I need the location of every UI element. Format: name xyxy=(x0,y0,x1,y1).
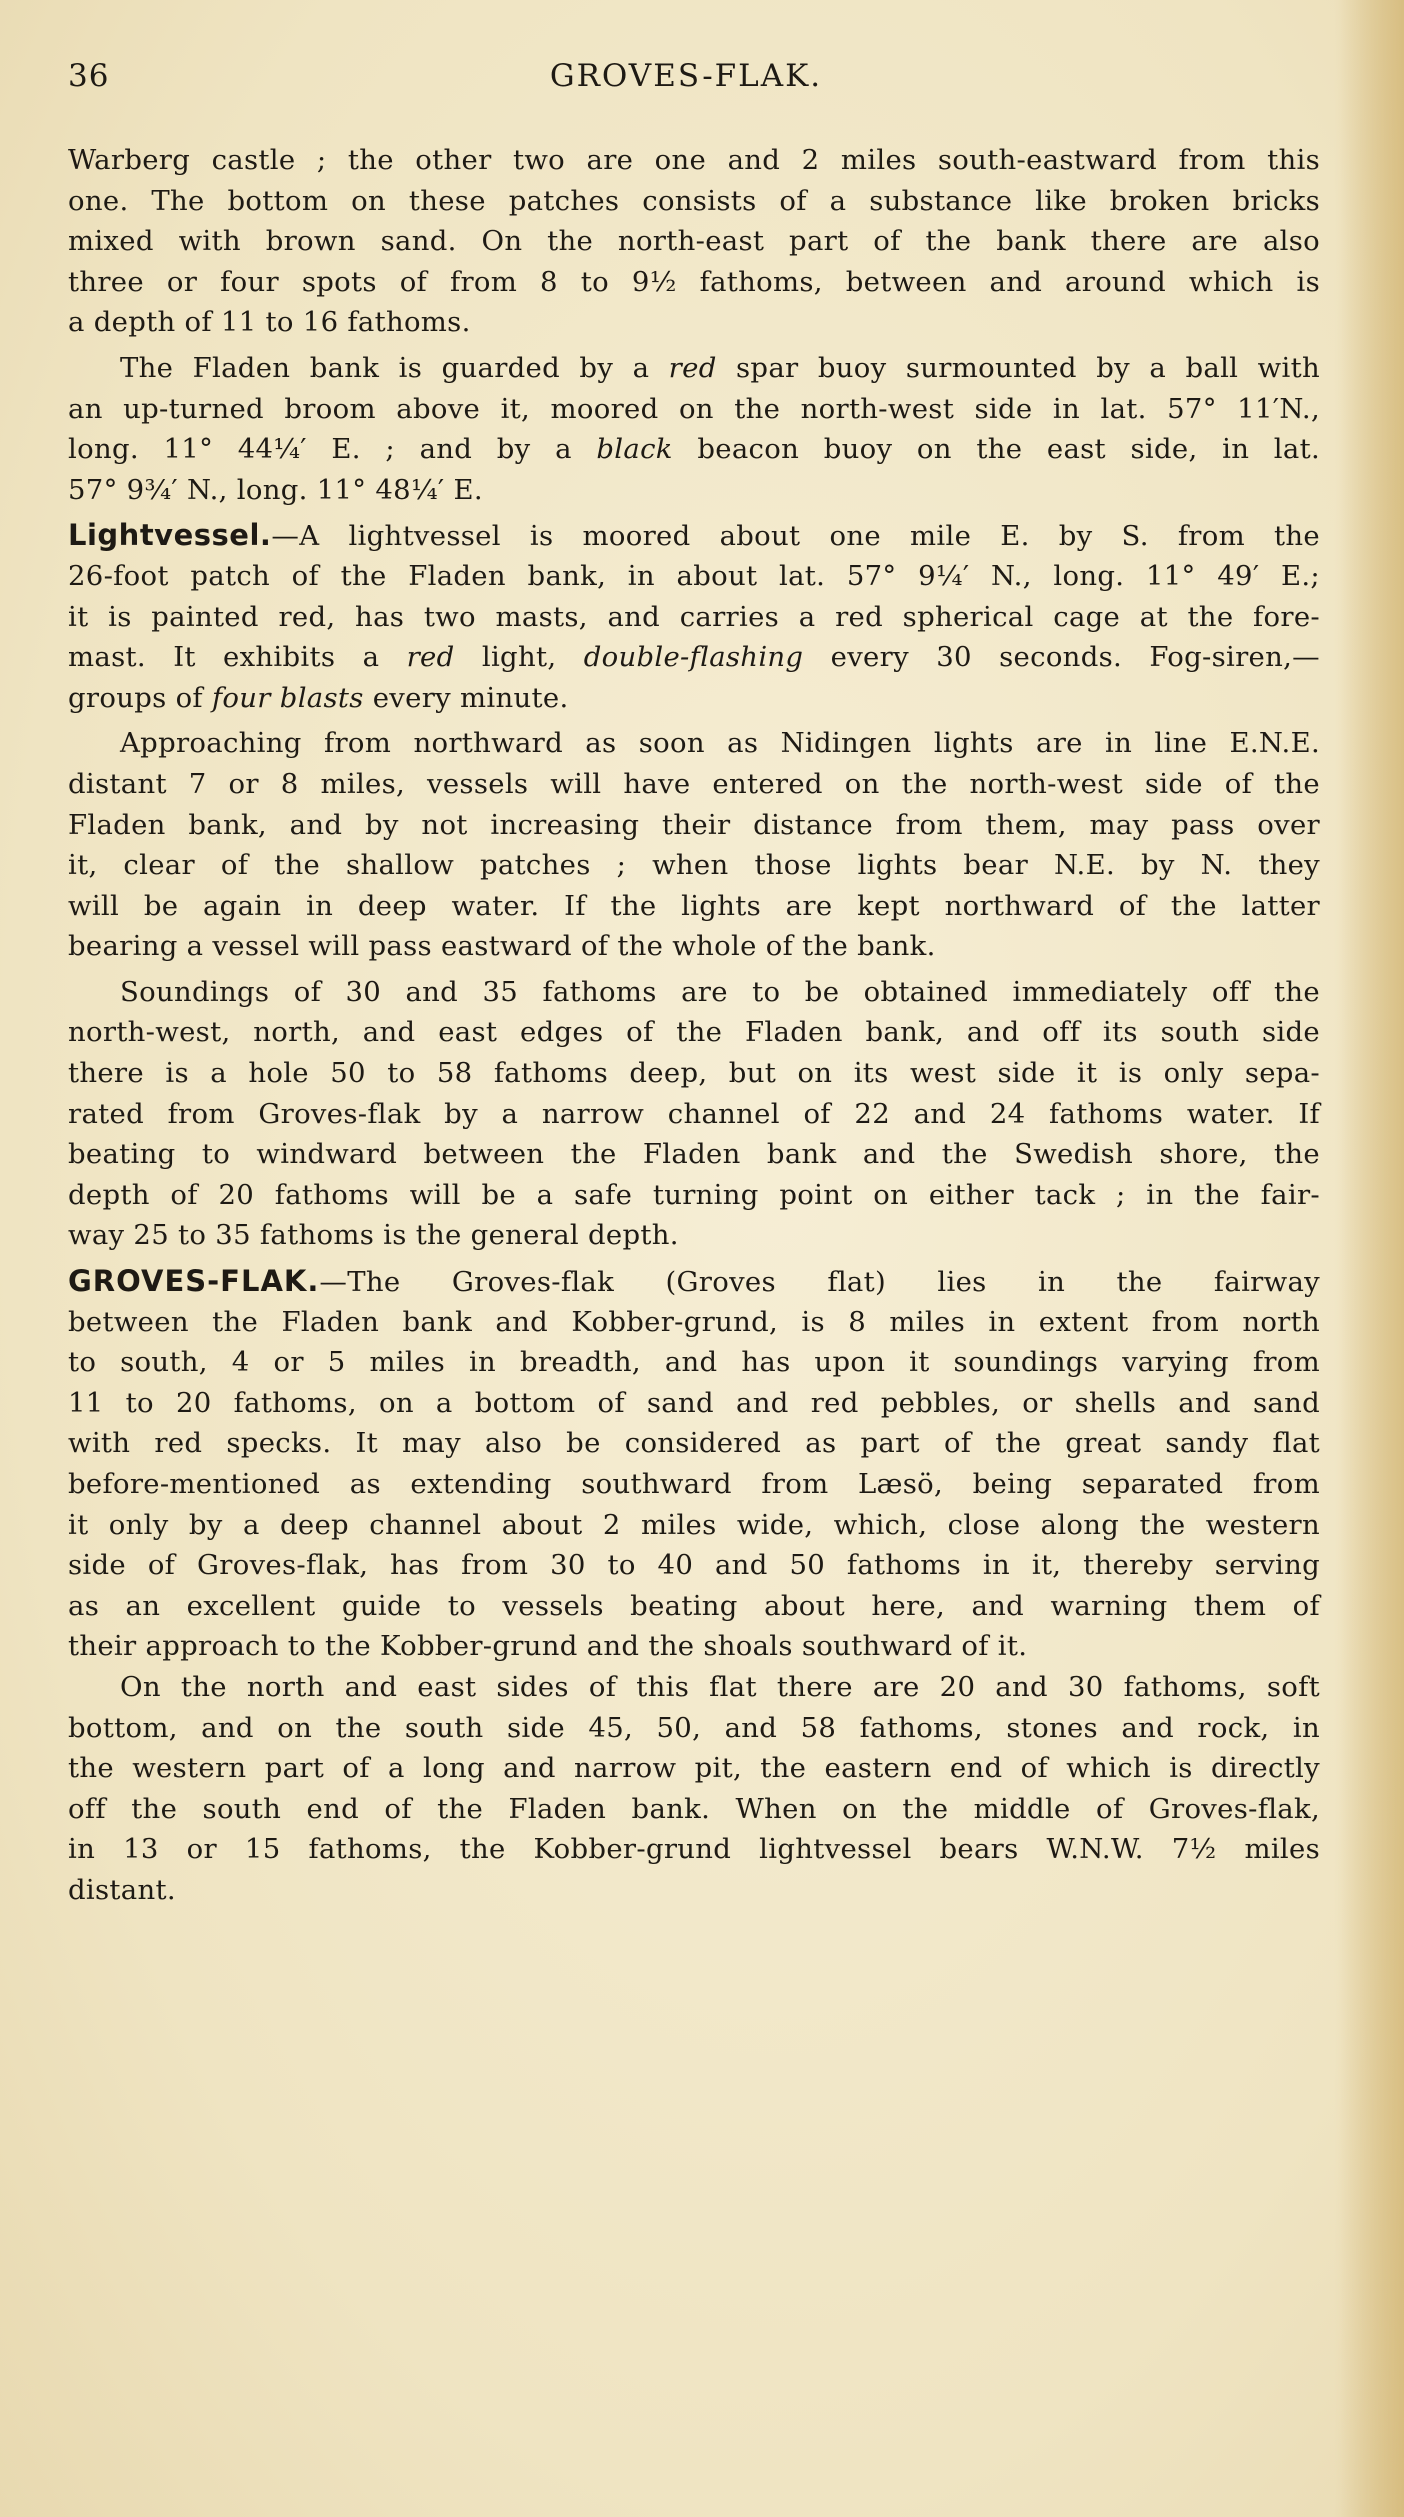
text-line: their approach to the Kobber-grund and the shoals southward of it. xyxy=(68,1630,1028,1663)
section-heading-lightvessel: Lightvessel. xyxy=(68,518,272,553)
text-line: before-mentioned as extending southward from Læsö, being separated from xyxy=(68,1468,1320,1500)
text-line: depth of 20 fathoms will be a safe turning point on either tack ; in the fair- xyxy=(68,1178,1320,1211)
text-line: 26-foot patch of the Fladen bank, in about lat. 57° 9¼′ N., long. 11° 49′ E.; xyxy=(68,559,1320,592)
text-line: On the north and east sides of this flat there are 20 and 30 fathoms, soft xyxy=(120,1670,1320,1703)
text-line: Lightvessel.—A lightvessel is moored about one mile E. by S. from the xyxy=(68,518,1320,553)
text-line: as an excellent guide to vessels beating about here, and warning them of xyxy=(68,1589,1320,1622)
text-line: Fladen bank, and by not increasing their distance from them, may pass over xyxy=(68,808,1320,841)
body-text xyxy=(68,140,1320,1911)
paragraph-warberg xyxy=(68,140,1320,343)
text-line: groups of four blasts every minute. xyxy=(68,681,569,714)
text-line: with red specks. It may also be considered as part of the great sandy flat xyxy=(68,1427,1320,1460)
text-line: it is painted red, has two masts, and carries a red spherical cage at the fore- xyxy=(68,600,1320,633)
text-line: off the south end of the Fladen bank. When on the middle of Groves-flak, xyxy=(68,1792,1320,1825)
text-line: one. The bottom on these patches consists of a substance like broken bricks xyxy=(68,184,1320,217)
text-line: 11 to 20 fathoms, on a bottom of sand and red pebbles, or shells and sand xyxy=(68,1386,1320,1419)
text-line: side of Groves-flak, has from 30 to 40 and 50 fathoms in it, thereby serving xyxy=(68,1549,1320,1582)
italic-black: black xyxy=(596,433,673,466)
text-line: there is a hole 50 to 58 fathoms deep, but on its west side it is only sepa- xyxy=(68,1057,1320,1090)
text-line: bottom, and on the south side 45, 50, and 58 fathoms, stones and rock, in xyxy=(68,1711,1320,1744)
text-line: the western part of a long and narrow pit, the eastern end of which is directly xyxy=(68,1752,1320,1785)
text-line: will be again in deep water. If the lights are kept northward of the latter xyxy=(68,889,1320,922)
text-line: beating to windward between the Fladen bank and the Swedish shore, the xyxy=(68,1138,1320,1171)
page-header xyxy=(68,58,1304,102)
page-number: 36 xyxy=(68,58,110,94)
page-edge-stain xyxy=(1334,0,1404,2517)
text-line: it, clear of the shallow patches ; when those lights bear N.E. by N. they xyxy=(68,849,1320,882)
text-line: north-west, north, and east edges of the Fladen bank, and off its south side xyxy=(68,1016,1320,1049)
text-line: mixed with brown sand. On the north-east part of the bank there are also xyxy=(68,225,1320,258)
text-line: Soundings of 30 and 35 fathoms are to be obtained immediately off the xyxy=(120,975,1320,1008)
text-line: bearing a vessel will pass eastward of the whole of the bank. xyxy=(68,930,936,963)
text-line: mast. It exhibits a red light, double-flashing every 30 seconds. Fog-siren,— xyxy=(68,641,1320,674)
text-line: distant. xyxy=(68,1873,176,1906)
text-line: way 25 to 35 fathoms is the general depth. xyxy=(68,1219,679,1252)
text-line: distant 7 or 8 miles, vessels will have entered on the north-west side of the xyxy=(68,767,1320,800)
text-line: it only by a deep channel about 2 miles wide, which, close along the western xyxy=(68,1508,1320,1541)
running-title: GROVES-FLAK. xyxy=(549,58,823,94)
text-line: long. 11° 44¼′ E. ; and by a black beacon buoy on the east side, in lat. xyxy=(68,433,1320,466)
section-heading-groves-flak: GROVES-FLAK. xyxy=(68,1264,320,1299)
text-line: a depth of 11 to 16 fathoms. xyxy=(68,306,471,339)
text-line: three or four spots of from 8 to 9½ fathoms, between and around which is xyxy=(68,265,1320,298)
text-line: 57° 9¾′ N., long. 11° 48¼′ E. xyxy=(68,473,483,506)
text-line: The Fladen bank is guarded by a red spar buoy surmounted by a ball with xyxy=(120,351,1320,384)
paragraph-groves-flak xyxy=(68,1261,1320,1667)
italic-red: red xyxy=(668,351,717,384)
paragraph-approaching xyxy=(68,723,1320,967)
paragraph-north-east-sides xyxy=(68,1667,1320,1911)
paragraph-soundings xyxy=(68,972,1320,1256)
text-line: in 13 or 15 fathoms, the Kobber-grund lightvessel bears W.N.W. 7½ miles xyxy=(68,1833,1320,1866)
text-line: between the Fladen bank and Kobber-grund, is 8 miles in extent from north xyxy=(68,1305,1320,1338)
text-line: an up-turned broom above it, moored on the north-west side in lat. 57° 11′N., xyxy=(68,392,1320,425)
paragraph-lightvessel xyxy=(68,515,1320,718)
text-line: to south, 4 or 5 miles in breadth, and has upon it soundings varying from xyxy=(68,1346,1320,1379)
text-line: Approaching from northward as soon as Nidingen lights are in line E.N.E. xyxy=(120,727,1320,760)
text-line: rated from Groves-flak by a narrow channel of 22 and 24 fathoms water. If xyxy=(68,1097,1320,1130)
text-line: GROVES-FLAK.—The Groves-flak (Groves flat) lies in the fairway xyxy=(68,1264,1320,1299)
paragraph-fladen-buoys xyxy=(68,348,1320,510)
text-line: Warberg castle ; the other two are one and 2 miles south-eastward from this xyxy=(68,144,1320,176)
